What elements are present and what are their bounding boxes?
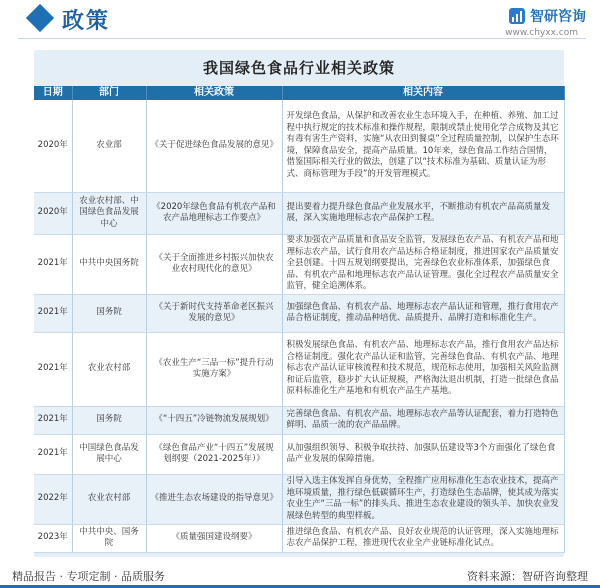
date-cell: 2021年 <box>34 406 72 434</box>
bar-chart-icon <box>509 8 525 24</box>
policy-cell: 《推进生态农场建设的指导意见》 <box>146 474 282 524</box>
policy-cell: 《绿色食品产业“十四五”发展规划纲要（2021-2025年）》 <box>146 434 282 474</box>
content-cell: 提出要着力提升绿色食品产业发展水平，不断推动有机农产品高质量发展，深入实施地理标志农产品保护工程。 <box>282 192 564 234</box>
table-row <box>34 474 564 524</box>
header-divider <box>18 38 586 39</box>
date-cell: 2021年 <box>34 434 72 474</box>
table-row <box>34 234 564 294</box>
dept-cell: 农业部 <box>72 100 146 192</box>
dept-cell: 中国绿色食品发展中心 <box>72 434 146 474</box>
dept-cell: 农业农村部 <box>72 474 146 524</box>
page-header <box>0 0 600 42</box>
content-cell: 开发绿色食品，从保护和改善农业生态环境入手，在种植、养殖、加工过程中执行规定的技术标准和操作规程，限制或禁止使用化学合成物及其它有毒有害生产资料，实施“从农田到餐桌”全过程质量控制，以保护生态环境，保障食品安全，提高产品质量。10年来，绿色食品工作结合国情，借鉴国际相关行业的做法，创建了以“技术标准为基础、质量认证为形式、商标管理为手段”的开发管理模式。 <box>282 100 564 192</box>
content-cell: 推进绿色食品、有机农产品、良好农业规范的认证管理，深入实施地理标志农产品保护工程，推进现代农业全产业链标准化试点。 <box>282 524 564 552</box>
policy-cell: 《质量强国建设纲要》 <box>146 524 282 552</box>
column-header-policy: 相关政策 <box>146 86 282 100</box>
policy-cell: 《“十四五”冷链物流发展规划》 <box>146 406 282 434</box>
date-cell: 2021年 <box>34 234 72 294</box>
policy-cell: 《农业生产“三品一标”提升行动实施方案》 <box>146 332 282 406</box>
column-header-dept: 部门 <box>72 86 146 100</box>
content-cell: 完善绿色食品、有机农产品、地理标志农产品等认证配套，着力打造特色鲜明、品质一流的农产品品牌。 <box>282 406 564 434</box>
card-title: 我国绿色食品行业相关政策 <box>202 59 395 77</box>
content-cell: 加强绿色食品、有机农产品、地理标志农产品认证和管理，推行食用农产品合格证制度，推动品种培优、品质提升、品牌打造和标准化生产。 <box>282 294 564 332</box>
dept-cell: 农业农村部、中国绿色食品发展中心 <box>72 192 146 234</box>
date-cell: 2021年 <box>34 294 72 332</box>
diamond-icon <box>26 4 54 32</box>
policy-cell: 《关于全面推进乡村振兴加快农业农村现代化的意见》 <box>146 234 282 294</box>
date-cell: 2020年 <box>34 100 72 192</box>
footer-tagline: 精品报告 · 专项定制 · 品质服务 <box>12 570 165 583</box>
page-title: 政策 <box>62 9 111 34</box>
table-row <box>34 332 564 406</box>
table-row <box>34 294 564 332</box>
dept-cell: 国务院 <box>72 406 146 434</box>
brand-name: 智研咨询 <box>530 9 586 25</box>
date-cell: 2023年 <box>34 524 72 552</box>
content-cell: 引导入选主体发挥自身优势，全程推广应用标准化生态农业技术，提高产地环境质量，推行绿色低碳循环生产，打造绿色生态品牌，使其成为落实农业生产“三品一标”的排头兵、推进生态农业建设的领头羊、加快农业发展绿色转型的典型样板。 <box>282 474 564 524</box>
page-footer <box>0 566 600 588</box>
source-note: 资料来源：智研咨询整理 <box>467 570 588 583</box>
dept-cell: 农业农村部 <box>72 332 146 406</box>
dept-cell: 中共中央国务院 <box>72 234 146 294</box>
site-url[interactable]: www.chyxx.com <box>505 28 578 38</box>
policy-card <box>34 50 564 557</box>
column-header-content: 相关内容 <box>282 86 564 100</box>
table-header-row <box>34 86 564 100</box>
table-row <box>34 434 564 474</box>
content-cell: 积极发展绿色食品、有机农产品、地理标志农产品，推行食用农产品达标合格证制度。强化农产品认证和监管，完善绿色食品、有机农产品、地理标志农产品认证审核流程和技术规范，规范标志使用，加强相关风险监测和证后监管，稳步扩大认证规模，严格淘汰退出机制，打造一批绿色食品原料标准化生产基地和有机农产品生产基地。 <box>282 332 564 406</box>
table-row <box>34 100 564 192</box>
policy-table <box>34 86 565 553</box>
content-cell: 要求加强农产品质量和食品安全监管，发展绿色农产品、有机农产品和地理标志农产品，试行食用农产品达标合格证制度，推进国家农产品质量安全县创建。十四五规划纲要提出，完善绿色农业标准体系，加强绿色食品、有机农产品和地理标志农产品认证管理。强化全过程农产品质量安全监管，健全追溯体系。 <box>282 234 564 294</box>
date-cell: 2022年 <box>34 474 72 524</box>
dept-cell: 国务院 <box>72 294 146 332</box>
date-cell: 2021年 <box>34 332 72 406</box>
policy-cell: 《关于促进绿色食品发展的意见》 <box>146 100 282 192</box>
dept-cell: 中共中央、国务院 <box>72 524 146 552</box>
content-cell: 从加强组织领导、积极争取扶持、加强队伍建设等3个方面强化了绿色食品产业发展的保障措施。 <box>282 434 564 474</box>
date-cell: 2020年 <box>34 192 72 234</box>
table-row <box>34 406 564 434</box>
policy-cell: 《关于新时代支持革命老区振兴发展的意见》 <box>146 294 282 332</box>
brand-logo[interactable] <box>509 6 586 26</box>
column-header-date: 日期 <box>34 86 72 100</box>
table-row <box>34 524 564 552</box>
policy-cell: 《2020年绿色食品有机农产品和农产品地理标志工作要点》 <box>146 192 282 234</box>
table-row <box>34 192 564 234</box>
